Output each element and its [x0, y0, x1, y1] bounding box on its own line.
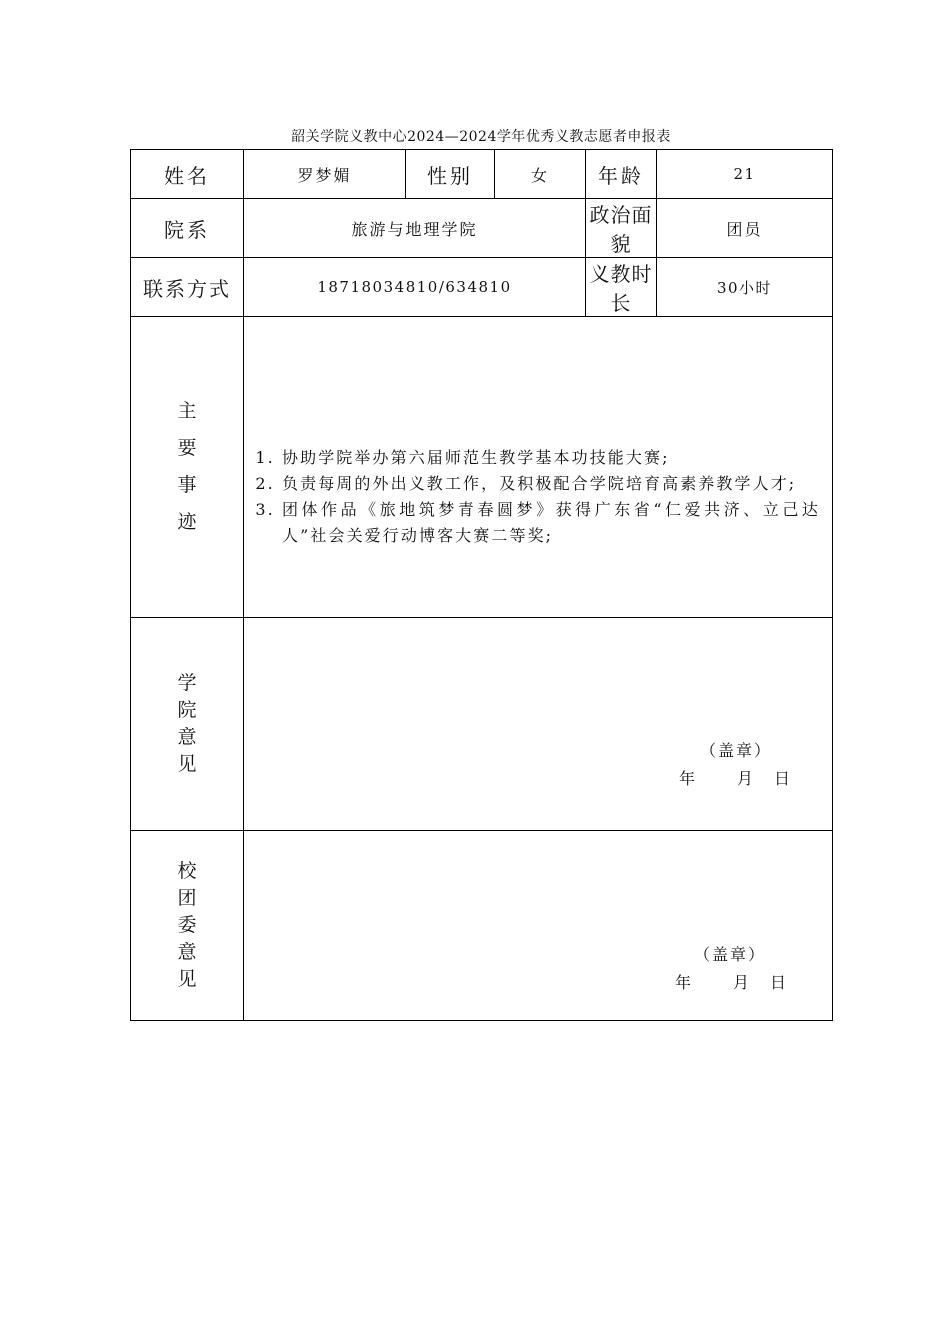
- volunteer-hours-label: 义教时长: [586, 258, 657, 317]
- college-date-line: 年 月 日: [678, 769, 791, 788]
- college-stamp-label: （盖章）: [700, 741, 773, 760]
- volunteer-hours-value: 30小时: [657, 258, 833, 317]
- deed-item: 2. 负责每周的外出义教工作，及积极配合学院培育高素养教学人才;: [282, 471, 820, 497]
- league-opinion-label: 校 团 委 意 见: [131, 831, 244, 1021]
- college-opinion-label: 学 院 意 见: [131, 618, 244, 831]
- league-opinion-content: [244, 831, 833, 1021]
- name-label: 姓名: [131, 150, 244, 199]
- main-deeds-label: 主 要 事 迹: [131, 317, 244, 618]
- department-value: 旅游与地理学院: [244, 199, 586, 258]
- college-opinion-content: [244, 618, 833, 831]
- league-stamp-label: （盖章）: [694, 945, 767, 964]
- form-title: 韶关学院义教中心2024—2024学年优秀义教志愿者申报表: [291, 129, 671, 145]
- contact-label: 联系方式: [131, 258, 244, 317]
- gender-value: 女: [495, 150, 586, 199]
- name-value: 罗梦媚: [244, 150, 406, 199]
- political-status-value: 团员: [657, 199, 833, 258]
- deeds-list: [252, 445, 820, 549]
- main-deeds-content: [244, 317, 833, 618]
- application-form: [130, 149, 833, 1021]
- age-value: 21: [657, 150, 833, 199]
- deed-item: 1. 协助学院举办第六届师范生教学基本功技能大赛;: [282, 445, 820, 471]
- contact-value: 18718034810/634810: [244, 258, 586, 317]
- league-date-line: 年 月 日: [674, 973, 787, 992]
- age-label: 年龄: [586, 150, 657, 199]
- deed-item: 3. 团体作品《旅地筑梦青春圆梦》获得广东省“仁爱共济、立己达人”社会关爱行动博客大赛二等奖;: [282, 497, 820, 549]
- department-label: 院系: [131, 199, 244, 258]
- gender-label: 性别: [406, 150, 495, 199]
- political-status-label: 政治面貌: [586, 199, 657, 258]
